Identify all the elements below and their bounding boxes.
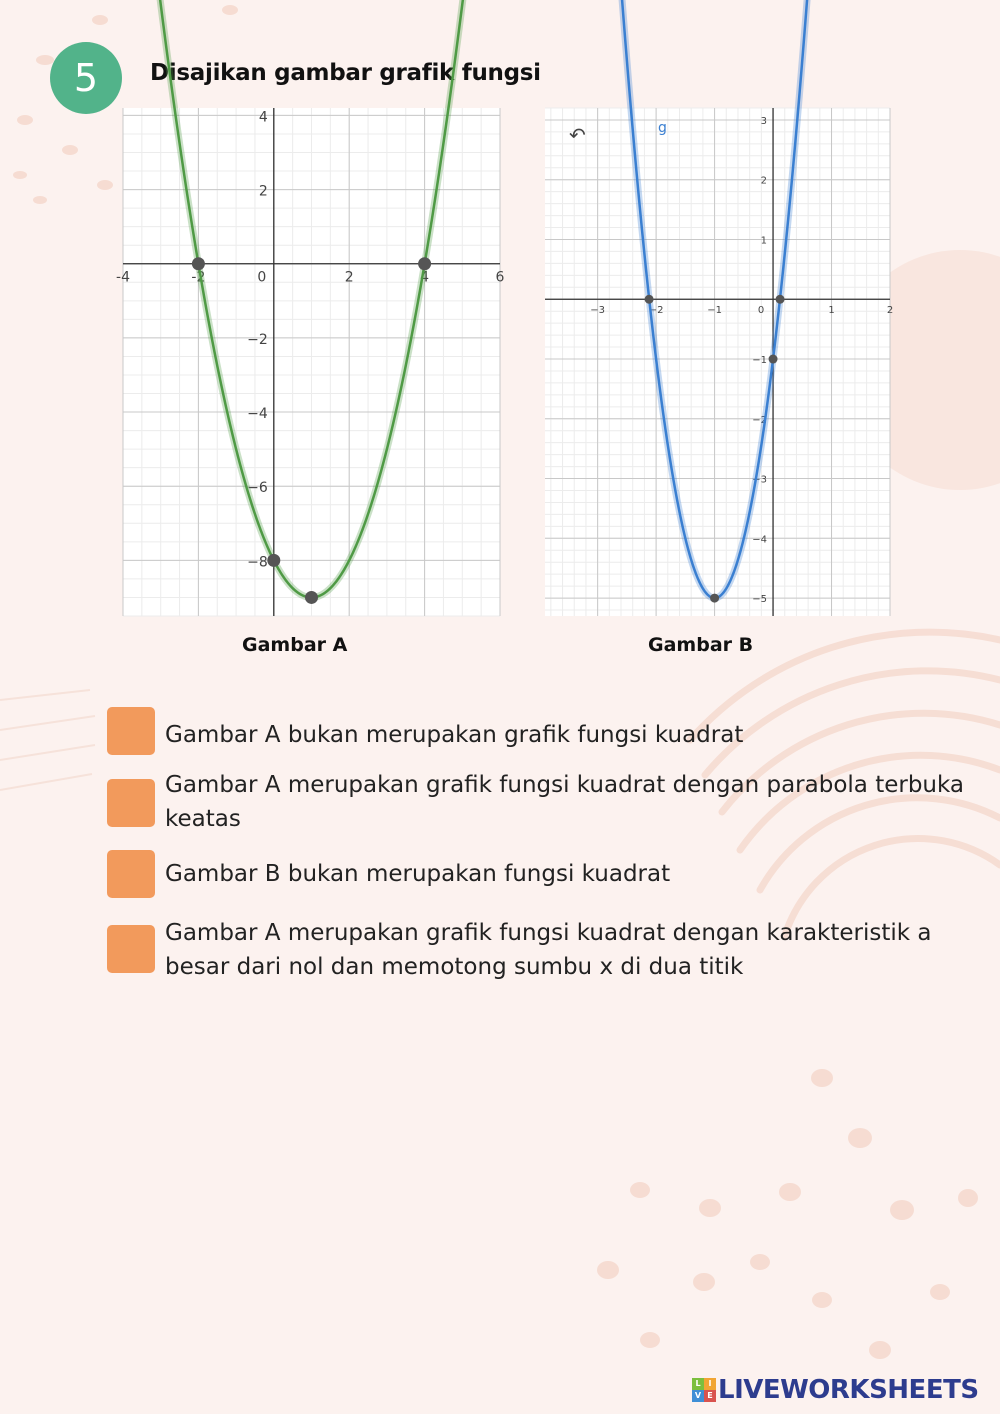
x-tick-label: 1 — [828, 305, 835, 317]
option-3-text: Gambar B bukan merupakan fungsi kuadrat — [165, 861, 671, 887]
logo-letter: L — [692, 1378, 704, 1390]
key-point — [267, 554, 280, 567]
y-tick-label: 4 — [258, 109, 268, 126]
x-tick-label: −1 — [707, 305, 722, 317]
x-tick-label: 0 — [257, 269, 267, 286]
key-point — [192, 257, 205, 270]
y-tick-label: −8 — [247, 554, 268, 571]
x-tick-label: −2 — [648, 305, 664, 317]
x-tick-label: 6 — [495, 269, 505, 286]
undo-icon: ↶ — [569, 123, 586, 147]
option-4-text: Gambar A merupakan grafik fungsi kuadrat dengan karakteristik a besar dari nol dan memotong sumbu x di dua titik — [165, 920, 932, 980]
graph-a-tick-labels — [116, 109, 505, 570]
key-point — [769, 355, 778, 364]
graph-b — [545, 108, 894, 616]
y-tick-label: −2 — [247, 331, 268, 348]
x-tick-label: 2 — [886, 305, 894, 317]
option-1-text: Gambar A bukan merupakan grafik fungsi kuadrat — [165, 722, 744, 748]
option-3-checkbox[interactable] — [107, 850, 155, 898]
key-point — [305, 591, 318, 604]
x-tick-label: 4 — [420, 269, 430, 286]
question-title: Disajikan gambar grafik fungsi — [150, 60, 541, 86]
x-tick-label: −3 — [590, 305, 606, 317]
y-tick-label: −4 — [752, 534, 768, 546]
liveworksheets-brand — [692, 1374, 979, 1406]
y-tick-label: 2 — [258, 183, 268, 200]
logo-letter: E — [704, 1390, 716, 1402]
x-tick-label: -4 — [116, 269, 130, 286]
graph-b-caption: Gambar B — [648, 634, 754, 656]
x-tick-label: 0 — [757, 305, 765, 317]
key-point — [776, 295, 785, 304]
option-4-checkbox[interactable] — [107, 925, 155, 973]
graph-b-grid — [545, 108, 890, 616]
y-tick-label: 3 — [760, 115, 768, 127]
key-point — [418, 257, 431, 270]
graph-a-grid — [123, 108, 500, 616]
y-tick-label: −3 — [752, 474, 768, 486]
graph-a — [116, 108, 505, 616]
y-tick-label: 2 — [760, 175, 768, 187]
y-tick-label: −2 — [752, 414, 768, 426]
graph-b-curve-label: g — [658, 120, 667, 136]
y-tick-label: −1 — [752, 355, 768, 367]
x-tick-label: 2 — [344, 269, 354, 286]
y-tick-label: −6 — [247, 480, 268, 497]
y-tick-label: −4 — [247, 406, 268, 423]
key-point — [645, 295, 654, 304]
graph-a-caption: Gambar A — [242, 634, 348, 656]
logo-letter: I — [704, 1378, 716, 1390]
y-tick-label: −5 — [752, 594, 768, 606]
logo-letter: V — [692, 1390, 704, 1402]
brand-name: LIVEWORKSHEETS — [718, 1375, 979, 1405]
key-point — [710, 594, 719, 603]
option-2-text: Gambar A merupakan grafik fungsi kuadrat dengan parabola terbuka keatas — [165, 772, 965, 832]
x-tick-label: -2 — [191, 269, 206, 286]
graph-b-axes — [545, 108, 890, 616]
y-tick-label: 1 — [760, 235, 768, 247]
option-1-checkbox[interactable] — [107, 707, 155, 755]
question-number-badge: 5 — [50, 42, 122, 114]
option-2-checkbox[interactable] — [107, 779, 155, 827]
liveworksheets-logo-icon — [692, 1378, 716, 1402]
